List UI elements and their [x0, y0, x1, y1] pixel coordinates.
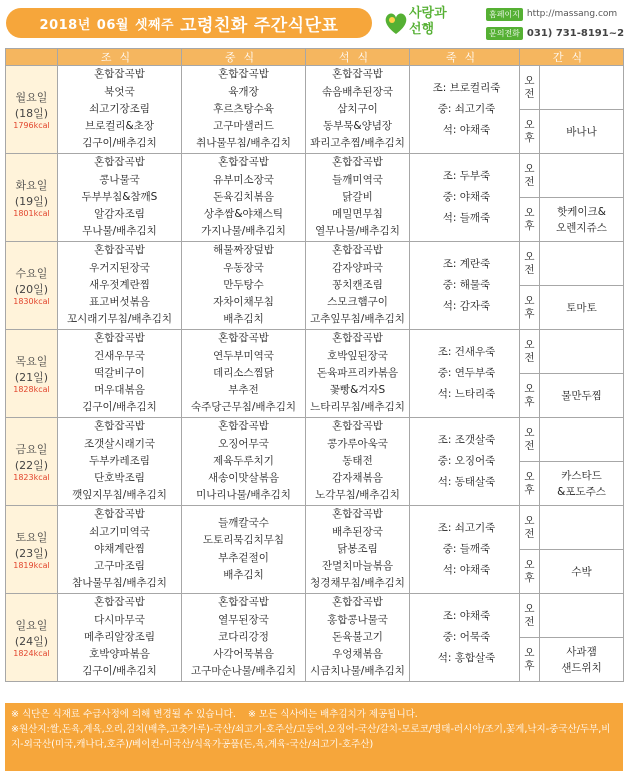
menu-item: 새송이맛살볶음 [207, 472, 279, 485]
menu-item: 혼합잡곡밥 [332, 596, 383, 609]
menu-item: 들깨칼국수 [218, 516, 269, 529]
menu-item: 꽃빵&겨자S [329, 384, 386, 397]
snack-pm: 바나나 [540, 110, 624, 154]
menu-item: 연두부미역국 [213, 349, 274, 362]
lunch-cell [182, 418, 306, 506]
porridge-cell [410, 594, 520, 682]
porridge-item: 조: 건새우죽 [437, 346, 496, 358]
day-kcal: 1824kcal [13, 649, 50, 658]
breakfast-cell [58, 66, 182, 154]
menu-item: 혼합잡곡밥 [94, 68, 145, 81]
menu-item: 취나물무침/배추김치 [196, 137, 291, 150]
menu-item: 유부미소장국 [213, 173, 274, 186]
day-name: 수요일 [15, 267, 48, 280]
footer-note-1: ※ 식단은 식재료 수급사정에 의해 변경될 수 있습니다. [11, 709, 236, 720]
weekly-menu-table [5, 48, 624, 682]
am-label: 오 전 [520, 154, 540, 198]
day-kcal: 1828kcal [13, 385, 50, 394]
menu-item: 혼합잡곡밥 [218, 596, 269, 609]
day-date: (23일) [14, 547, 49, 560]
menu-item: 콩나물국 [99, 173, 140, 186]
menu-item: 쇠고기장조림 [89, 102, 150, 115]
snack-am [540, 506, 624, 550]
menu-item: 혼합잡곡밥 [94, 156, 145, 169]
menu-item: 육개장 [228, 85, 259, 98]
dinner-cell [306, 506, 410, 594]
snack-am [540, 330, 624, 374]
porridge-cell [410, 418, 520, 506]
breakfast-cell [58, 418, 182, 506]
menu-item: 닭갈비 [342, 190, 373, 203]
title-week: 셋째주 [134, 17, 175, 33]
day-row [6, 506, 624, 550]
menu-item: 다시마무국 [94, 613, 145, 626]
heart-hand-icon [383, 8, 409, 38]
am-label: 오 전 [520, 506, 540, 550]
menu-item: 북엇국 [104, 85, 135, 98]
snack-pm: 수박 [540, 550, 624, 594]
logo-text: 사랑과 선행 [409, 6, 447, 37]
menu-item: 감자양파국 [332, 261, 383, 274]
day-kcal: 1796kcal [13, 121, 50, 130]
footer-notes [5, 703, 623, 771]
header-breakfast: 조식 [58, 49, 182, 66]
pm-label: 오 후 [520, 550, 540, 594]
day-date: (21일) [14, 371, 49, 384]
menu-item: 혼합잡곡밥 [94, 420, 145, 433]
porridge-item: 석: 야채죽 [442, 564, 491, 576]
menu-item: 배추김치 [223, 313, 264, 326]
dinner-cell [306, 594, 410, 682]
menu-item: 브로컬리&초장 [84, 120, 155, 133]
day-row [6, 66, 624, 110]
day-kcal: 1823kcal [13, 473, 50, 482]
day-cell [6, 66, 58, 154]
footer-note-2: ※ 모든 식사에는 배추김치가 제공됩니다. [247, 709, 418, 720]
menu-item: 혼합잡곡밥 [332, 332, 383, 345]
snack-am [540, 242, 624, 286]
day-name: 목요일 [15, 355, 48, 368]
am-label: 오 전 [520, 242, 540, 286]
menu-item: 표고버섯볶음 [89, 296, 150, 309]
snack-am [540, 66, 624, 110]
day-row [6, 594, 624, 638]
day-kcal: 1830kcal [13, 297, 50, 306]
breakfast-cell [58, 594, 182, 682]
menu-item: 혼합잡곡밥 [94, 332, 145, 345]
menu-item: 느타리무침/배추김치 [310, 401, 405, 414]
menu-item: 김구이/배추김치 [82, 665, 157, 678]
menu-item: 혼합잡곡밥 [218, 68, 269, 81]
dinner-cell [306, 330, 410, 418]
day-name: 일요일 [15, 619, 48, 632]
day-row [6, 242, 624, 286]
menu-item: 숙주당근무침/배추김치 [191, 401, 296, 414]
menu-item: 혼합잡곡밥 [332, 244, 383, 257]
menu-item: 사각어묵볶음 [213, 648, 274, 661]
menu-item: 두부카레조림 [89, 454, 150, 467]
contact-label: 문의전화 [486, 27, 523, 40]
title-year: 2018년 [39, 17, 91, 33]
menu-item: 가지나물/배추김치 [201, 225, 286, 238]
dinner-cell [306, 418, 410, 506]
am-label: 오 전 [520, 330, 540, 374]
dinner-cell [306, 242, 410, 330]
lunch-cell [182, 242, 306, 330]
porridge-cell [410, 66, 520, 154]
day-kcal: 1819kcal [13, 561, 50, 570]
am-label: 오 전 [520, 418, 540, 462]
menu-item: 동태전 [342, 454, 373, 467]
breakfast-cell [58, 242, 182, 330]
menu-item: 잔멸치마늘볶음 [321, 560, 393, 573]
menu-item: 돈육불고기 [332, 630, 383, 643]
menu-item: 노각무침/배추김치 [315, 489, 400, 502]
menu-item: 메추리알장조림 [83, 630, 155, 643]
menu-item: 혼합잡곡밥 [218, 332, 269, 345]
breakfast-cell [58, 330, 182, 418]
snack-pm: 물만두찜 [540, 374, 624, 418]
day-date: (18일) [14, 107, 49, 120]
menu-item: 배추김치 [223, 568, 264, 581]
menu-item: 무나물/배추김치 [82, 225, 157, 238]
menu-item: 참나물무침/배추김치 [72, 577, 167, 590]
day-cell [6, 154, 58, 242]
pm-label: 오 후 [520, 638, 540, 682]
porridge-cell [410, 154, 520, 242]
breakfast-cell [58, 154, 182, 242]
breakfast-cell [58, 506, 182, 594]
day-cell [6, 594, 58, 682]
menu-item: 야채계란찜 [94, 542, 145, 555]
homepage-link[interactable]: http://massang.com [526, 9, 618, 19]
menu-item: 배추된장국 [332, 525, 383, 538]
menu-item: 꽁치캔조림 [332, 278, 383, 291]
day-row [6, 154, 624, 198]
menu-item: 코다리강정 [218, 630, 269, 643]
menu-item: 호박양파볶음 [89, 648, 150, 661]
title-a: 고령친화 [180, 15, 248, 36]
menu-item: 제육두루치기 [213, 454, 274, 467]
lunch-cell [182, 506, 306, 594]
am-label: 오 전 [520, 594, 540, 638]
menu-item: 혼합잡곡밥 [94, 244, 145, 257]
porridge-item: 석: 느타리죽 [437, 388, 496, 400]
menu-item: 열무된장국 [218, 613, 269, 626]
dinner-cell [306, 154, 410, 242]
menu-item: 솎음배추된장국 [321, 85, 393, 98]
menu-item: 깻잎지무침/배추김치 [72, 489, 167, 502]
header-dinner: 석식 [306, 49, 410, 66]
title-b: 주간식단표 [253, 15, 339, 36]
menu-item: 돈육김치볶음 [213, 190, 274, 203]
menu-item: 혼합잡곡밥 [94, 508, 145, 521]
menu-item: 고구마조림 [94, 560, 145, 573]
pm-label: 오 후 [520, 374, 540, 418]
day-date: (22일) [14, 459, 49, 472]
header-day [6, 49, 58, 66]
menu-item: 우거지된장국 [89, 261, 150, 274]
menu-item: 혼합잡곡밥 [332, 420, 383, 433]
day-cell [6, 242, 58, 330]
snack-am [540, 418, 624, 462]
menu-item: 알감자조림 [94, 208, 145, 221]
porridge-item: 석: 야채죽 [442, 124, 491, 136]
menu-item: 혼합잡곡밥 [332, 156, 383, 169]
pm-label: 오 후 [520, 198, 540, 242]
menu-item: 돈육파프리카볶음 [316, 366, 399, 379]
pm-label: 오 후 [520, 462, 540, 506]
menu-item: 시금치나물/배추김치 [310, 665, 405, 678]
menu-item: 혼합잡곡밥 [94, 596, 145, 609]
menu-item: 우동장국 [223, 261, 264, 274]
menu-item: 해물짜장덮밥 [213, 244, 274, 257]
menu-item: 오징어무국 [218, 437, 269, 450]
porridge-item: 중: 쇠고기죽 [437, 103, 496, 115]
header-snack: 간식 [520, 49, 624, 66]
day-name: 화요일 [15, 179, 48, 192]
menu-item: 열무나물/배추김치 [315, 225, 400, 238]
porridge-item: 중: 야채죽 [442, 191, 491, 203]
menu-item: 쇠고기미역국 [89, 525, 150, 538]
porridge-item: 석: 감자죽 [442, 300, 491, 312]
porridge-item: 석: 홍합살죽 [437, 652, 496, 664]
dinner-cell [306, 66, 410, 154]
menu-item: 삼치구이 [337, 102, 378, 115]
day-kcal: 1801kcal [13, 209, 50, 218]
day-name: 토요일 [15, 531, 48, 544]
day-date: (19일) [14, 195, 49, 208]
menu-item: 혼합잡곡밥 [332, 68, 383, 81]
day-date: (24일) [14, 635, 49, 648]
snack-pm: 사과잼 샌드위치 [540, 638, 624, 682]
menu-item: 혼합잡곡밥 [218, 420, 269, 433]
menu-item: 콩가루아욱국 [327, 437, 388, 450]
menu-item: 김구이/배추김치 [82, 137, 157, 150]
lunch-cell [182, 154, 306, 242]
porridge-item: 중: 오징어죽 [437, 455, 496, 467]
menu-item: 스모크햄구이 [327, 296, 388, 309]
porridge-item: 중: 어묵죽 [442, 631, 491, 643]
porridge-item: 조: 브로컬리죽 [432, 82, 501, 94]
menu-item: 들깨미역국 [332, 173, 383, 186]
menu-item: 만두탕수 [223, 278, 264, 291]
day-row [6, 330, 624, 374]
menu-item: 두부부침&참깨S [81, 190, 158, 203]
header-porridge: 죽식 [410, 49, 520, 66]
snack-pm: 카스타드 &포도주스 [540, 462, 624, 506]
lunch-cell [182, 66, 306, 154]
menu-item: 꽈리고추찜/배추김치 [310, 137, 405, 150]
menu-item: 우엉채볶음 [332, 648, 383, 661]
menu-item: 후르츠탕수육 [213, 102, 274, 115]
day-cell [6, 418, 58, 506]
porridge-item: 조: 조갯살죽 [437, 434, 496, 446]
porridge-item: 중: 연두부죽 [437, 367, 496, 379]
porridge-cell [410, 242, 520, 330]
porridge-cell [410, 506, 520, 594]
pm-label: 오 후 [520, 286, 540, 330]
day-row [6, 418, 624, 462]
lunch-cell [182, 594, 306, 682]
menu-item: 머우대볶음 [94, 384, 145, 397]
menu-item: 김구이/배추김치 [82, 401, 157, 414]
snack-am [540, 594, 624, 638]
snack-am [540, 154, 624, 198]
menu-item: 상추쌈&야채스틱 [203, 208, 284, 221]
phone-number: 031) 731-8191~2 [526, 27, 625, 39]
snack-pm: 핫케이크& 오렌지쥬스 [540, 198, 624, 242]
porridge-item: 석: 들깨죽 [442, 212, 491, 224]
menu-item: 동부묵&양념장 [322, 120, 393, 133]
day-name: 금요일 [15, 443, 48, 456]
homepage-label: 홈페이지 [486, 8, 523, 21]
menu-item: 떡갈비구이 [94, 366, 145, 379]
menu-item: 조갯살시래기국 [83, 437, 155, 450]
menu-item: 홍합콩나물국 [327, 613, 388, 626]
am-label: 오 전 [520, 66, 540, 110]
day-name: 월요일 [15, 91, 48, 104]
day-cell [6, 506, 58, 594]
porridge-cell [410, 330, 520, 418]
menu-item: 혼합잡곡밥 [218, 156, 269, 169]
menu-item: 고구마순나물/배추김치 [191, 665, 296, 678]
title-month: 06월 [96, 17, 129, 33]
day-cell [6, 330, 58, 418]
pm-label: 오 후 [520, 110, 540, 154]
header-lunch: 중식 [182, 49, 306, 66]
porridge-item: 석: 동태살죽 [437, 476, 496, 488]
menu-item: 단호박조림 [94, 472, 145, 485]
menu-item: 미나리나물/배추김치 [196, 489, 291, 502]
porridge-item: 중: 해물죽 [442, 279, 491, 291]
day-date: (20일) [14, 283, 49, 296]
porridge-item: 조: 쇠고기죽 [437, 522, 496, 534]
menu-item: 혼합잡곡밥 [332, 508, 383, 521]
porridge-item: 중: 들깨죽 [442, 543, 491, 555]
menu-item: 고구마샐러드 [213, 120, 274, 133]
title-bar [6, 8, 372, 38]
porridge-item: 조: 야채죽 [442, 610, 491, 622]
menu-item: 데리소스찜닭 [213, 366, 274, 379]
snack-pm: 토마토 [540, 286, 624, 330]
menu-item: 부추전 [228, 384, 259, 397]
menu-item: 도토리묵김치무침 [202, 534, 285, 547]
lunch-cell [182, 330, 306, 418]
menu-item: 건새우무국 [94, 349, 145, 362]
menu-item: 닭봉조림 [337, 542, 378, 555]
menu-item: 메밀면무침 [332, 208, 383, 221]
contact-info [486, 6, 626, 44]
menu-item: 감자채볶음 [332, 472, 383, 485]
menu-item: 부추겉절이 [218, 551, 269, 564]
menu-item: 자차이채무침 [213, 296, 274, 309]
menu-item: 호박잎된장국 [327, 349, 388, 362]
menu-item: 청경채무침/배추김치 [310, 577, 405, 590]
menu-body [6, 66, 624, 682]
menu-item: 고추잎무침/배추김치 [310, 313, 405, 326]
porridge-item: 조: 계란죽 [442, 258, 491, 270]
header [0, 0, 630, 52]
footer-origin: ※원산지:쌀,돈육,계육,오리,김치(배추,고춧가루)-국산/쇠고기-호주산/고등어,오징어-국산/갈치-모로코/명태-러시아/조기,꽃게,낙지-중국산/두부,비지-외국산(미국,캐나다,호주)/베이컨-미국산/식육가공품(돈,육,계육-국산/쇠고기-호주산) [11, 724, 611, 750]
menu-item: 꼬시래기무침/배추김치 [67, 313, 172, 326]
porridge-item: 조: 두부죽 [442, 170, 491, 182]
menu-item: 새우젓계란찜 [89, 278, 150, 291]
logo [383, 4, 479, 44]
